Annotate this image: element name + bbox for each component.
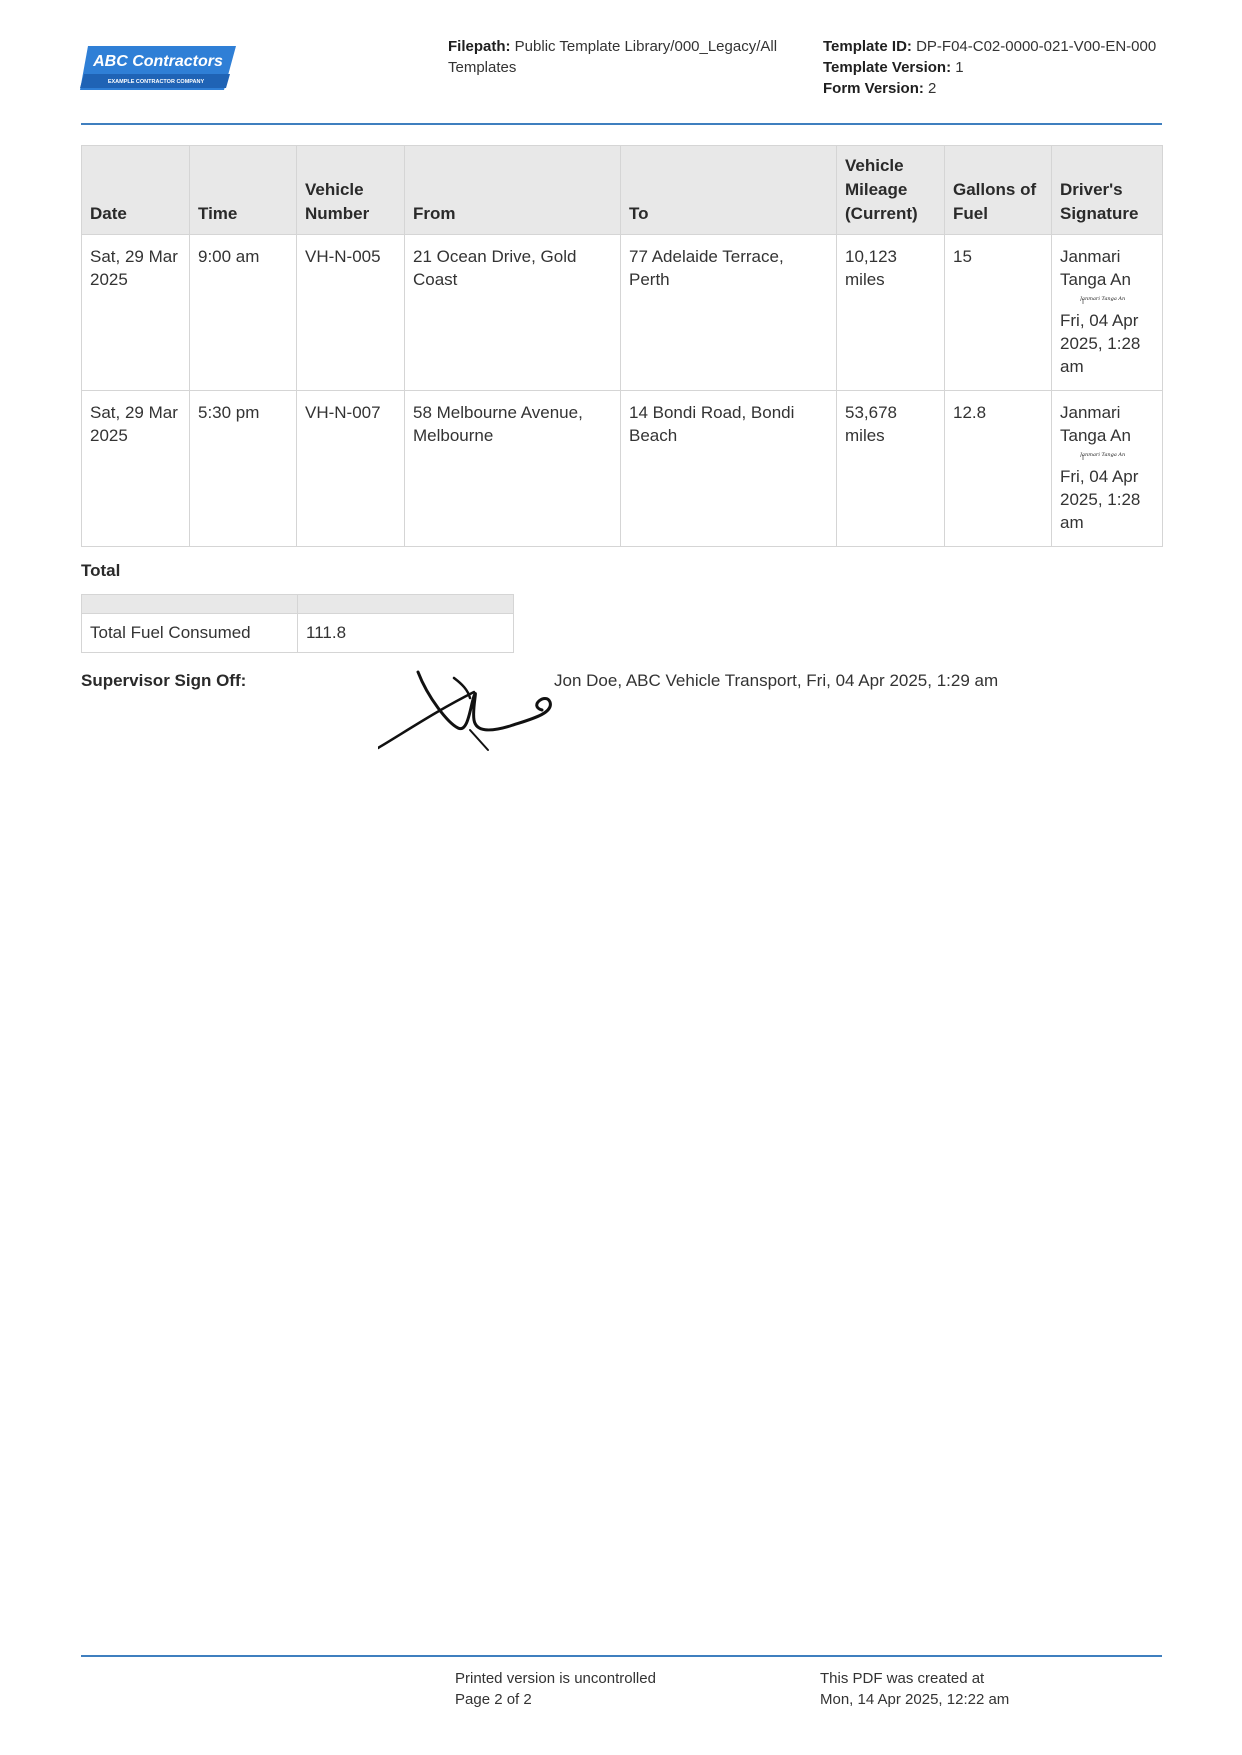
vehicle-log-table — [81, 145, 1163, 547]
footer-created-label: This PDF was created at — [820, 1670, 985, 1687]
signed-at: Fri, 04 Apr 2025, 1:28 am — [1060, 467, 1141, 532]
col-header-time: Time — [190, 146, 297, 235]
table-row — [82, 235, 1163, 391]
filepath-label: Filepath: — [448, 38, 511, 55]
cell-from: 58 Melbourne Avenue, Melbourne — [405, 391, 621, 547]
template-version-line — [823, 57, 1193, 78]
footer-created-block — [820, 1668, 1009, 1710]
cell-mileage: 53,678 miles — [837, 391, 945, 547]
cell-vehicle-number: VH-N-007 — [297, 391, 405, 547]
company-logo — [80, 44, 240, 94]
footer-page-number: Page 2 of 2 — [455, 1691, 532, 1708]
col-header-gallons: Gallons of Fuel — [945, 146, 1052, 235]
cell-to: 77 Adelaide Terrace, Perth — [621, 235, 837, 391]
template-id-value: DP-F04-C02-0000-021-V00-EN-000 — [916, 38, 1157, 55]
driver-signature-text: Janmari Tanga An — [1080, 296, 1126, 302]
cell-driver-signature — [1052, 235, 1163, 391]
col-header-date: Date — [82, 146, 190, 235]
driver-signature-text: Janmari Tanga An — [1080, 452, 1126, 458]
cell-date: Sat, 29 Mar 2025 — [82, 235, 190, 391]
supervisor-signoff-label: Supervisor Sign Off: — [81, 671, 247, 690]
total-table-header — [82, 595, 514, 614]
driver-signature-image — [1080, 447, 1140, 461]
cell-gallons: 12.8 — [945, 391, 1052, 547]
form-version-line — [823, 78, 1193, 99]
template-version-label: Template Version: — [823, 59, 952, 76]
driver-signature-image — [1080, 291, 1140, 305]
cell-gallons: 15 — [945, 235, 1052, 391]
form-version-label: Form Version: — [823, 80, 924, 97]
total-section-label: Total — [81, 561, 121, 580]
cell-driver-signature — [1052, 391, 1163, 547]
cell-mileage: 10,123 miles — [837, 235, 945, 391]
supervisor-signoff-text: Jon Doe, ABC Vehicle Transport, Fri, 04 Apr 2025, 1:29 am — [554, 671, 999, 690]
cell-time: 9:00 am — [190, 235, 297, 391]
total-fuel-label: Total Fuel Consumed — [82, 614, 298, 653]
filepath-value: Public Template Library/000_Legacy/All Templates — [448, 38, 778, 76]
driver-name: Janmari Tanga An — [1060, 247, 1131, 289]
supervisor-signature-image — [378, 668, 558, 752]
total-table — [81, 594, 514, 653]
cell-time: 5:30 pm — [190, 391, 297, 547]
col-header-driver-signature: Driver's Signature — [1052, 146, 1163, 235]
footer-divider — [81, 1655, 1162, 1657]
col-header-mileage: Vehicle Mileage (Current) — [837, 146, 945, 235]
table-row — [82, 391, 1163, 547]
table-header-row — [82, 146, 1163, 235]
footer-status-block — [455, 1668, 656, 1710]
col-header-vehicle-number: Vehicle Number — [297, 146, 405, 235]
col-header-from: From — [405, 146, 621, 235]
template-version-value: 1 — [955, 59, 964, 76]
cell-vehicle-number: VH-N-005 — [297, 235, 405, 391]
template-id-line — [823, 36, 1193, 57]
logo-tagline-text: EXAMPLE CONTRACTOR COMPANY — [107, 79, 205, 85]
driver-name: Janmari Tanga An — [1060, 403, 1131, 445]
table-row — [82, 614, 514, 653]
cell-from: 21 Ocean Drive, Gold Coast — [405, 235, 621, 391]
signed-at: Fri, 04 Apr 2025, 1:28 am — [1060, 311, 1141, 376]
header-divider — [81, 123, 1162, 125]
footer-created-at: Mon, 14 Apr 2025, 12:22 am — [820, 1691, 1010, 1708]
cell-to: 14 Bondi Road, Bondi Beach — [621, 391, 837, 547]
template-id-label: Template ID: — [823, 38, 912, 55]
template-info-block — [823, 36, 1193, 99]
cell-date: Sat, 29 Mar 2025 — [82, 391, 190, 547]
filepath-block — [448, 36, 788, 78]
logo-brand-text: ABC Contractors — [93, 53, 223, 70]
col-header-to: To — [621, 146, 837, 235]
form-version-value: 2 — [928, 80, 937, 97]
total-fuel-value: 111.8 — [298, 614, 514, 653]
footer-uncontrolled-text: Printed version is uncontrolled — [455, 1670, 656, 1687]
